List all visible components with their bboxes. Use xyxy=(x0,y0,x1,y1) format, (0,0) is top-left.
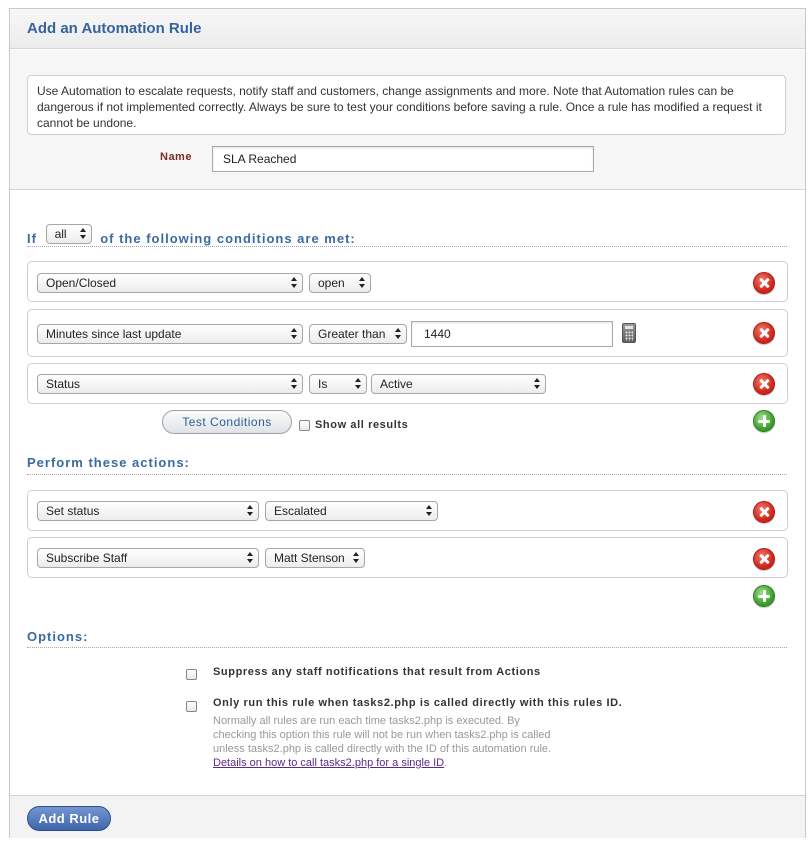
condition-field-value: Open/Closed xyxy=(46,276,117,290)
updown-arrows-icon xyxy=(291,277,298,289)
action-value-select[interactable] xyxy=(265,501,438,521)
condition-operator-select[interactable] xyxy=(309,273,371,293)
condition-operator-select[interactable] xyxy=(309,374,367,394)
action-value-select[interactable] xyxy=(265,548,365,568)
updown-arrows-icon xyxy=(426,505,433,517)
divider xyxy=(27,474,787,475)
condition-value-select[interactable] xyxy=(371,374,546,394)
updown-arrows-icon xyxy=(534,378,541,390)
page-title: Add an Automation Rule xyxy=(27,20,202,37)
condition-row xyxy=(27,261,788,302)
condition-row xyxy=(27,309,788,357)
only-run-help-text xyxy=(213,714,558,770)
updown-arrows-icon xyxy=(359,277,366,289)
updown-arrows-icon xyxy=(395,328,402,340)
match-select-value: all xyxy=(54,227,67,241)
action-row xyxy=(27,490,788,531)
action-row xyxy=(27,537,788,578)
condition-operator-select[interactable] xyxy=(309,324,407,344)
condition-field-value: Minutes since last update xyxy=(46,327,182,341)
name-label: Name xyxy=(160,151,192,163)
automation-notice: Use Automation to escalate requests, notify staff and customers, change assignments and more. Note that Automation rules can be dangerous if not implemented correctly. Always be sure to test your conditions before saving a rule. Once a rule has modified a request it cannot be undone. xyxy=(27,75,786,135)
condition-operator-value: open xyxy=(318,276,345,290)
add-circle-icon[interactable] xyxy=(753,410,775,432)
add-circle-icon[interactable] xyxy=(753,585,775,607)
test-conditions-button[interactable]: Test Conditions xyxy=(162,410,292,434)
action-type-value: Set status xyxy=(46,504,100,518)
delete-circle-icon[interactable] xyxy=(753,322,775,344)
condition-row xyxy=(27,363,788,404)
updown-arrows-icon xyxy=(291,328,298,340)
action-value: Escalated xyxy=(274,504,327,518)
add-rule-button[interactable]: Add Rule xyxy=(27,806,111,831)
options-heading: Options: xyxy=(27,629,89,644)
updown-arrows-icon xyxy=(247,552,254,564)
condition-operator-value: Greater than xyxy=(318,327,386,341)
delete-circle-icon[interactable] xyxy=(753,373,775,395)
updown-arrows-icon xyxy=(355,378,362,390)
delete-circle-icon[interactable] xyxy=(753,272,775,294)
name-input[interactable] xyxy=(212,146,594,172)
action-type-value: Subscribe Staff xyxy=(46,551,128,565)
automation-rule-panel xyxy=(9,8,806,838)
condition-value-input[interactable] xyxy=(411,321,613,347)
action-type-select[interactable] xyxy=(37,548,259,568)
condition-value: Active xyxy=(380,377,413,391)
delete-circle-icon[interactable] xyxy=(753,548,775,570)
conditions-suffix: of the following conditions are met: xyxy=(100,231,356,246)
condition-field-select[interactable] xyxy=(37,374,303,394)
calculator-icon[interactable] xyxy=(622,323,636,343)
show-all-results-label: Show all results xyxy=(315,419,409,431)
updown-arrows-icon xyxy=(291,378,298,390)
action-type-select[interactable] xyxy=(37,501,259,521)
actions-heading: Perform these actions: xyxy=(27,455,190,470)
help-link-suffix: . xyxy=(444,757,448,769)
only-run-direct-checkbox[interactable] xyxy=(186,701,197,712)
name-input-value: SLA Reached xyxy=(223,152,297,166)
condition-field-value: Status xyxy=(46,377,81,391)
if-label: If xyxy=(27,231,37,246)
updown-arrows-icon xyxy=(80,228,87,240)
match-select[interactable] xyxy=(46,224,92,244)
suppress-notifications-label: Suppress any staff notifications that result from Actions xyxy=(213,666,541,678)
only-run-direct-label: Only run this rule when tasks2.php is called directly with this rules ID. xyxy=(213,697,623,709)
panel-header xyxy=(10,9,805,49)
delete-circle-icon[interactable] xyxy=(753,501,775,523)
help-text-body: Normally all rules are run each time tasks2.php is executed. By checking this option this rule will not be run when tasks2.php is called unless tasks2.php is called directly with the ID of this automation rule. xyxy=(213,715,552,755)
divider xyxy=(27,246,787,247)
updown-arrows-icon xyxy=(353,552,360,564)
condition-operator-value: Is xyxy=(318,377,328,391)
action-value: Matt Stenson xyxy=(274,551,345,565)
divider xyxy=(27,647,787,648)
suppress-notifications-checkbox[interactable] xyxy=(186,669,197,680)
condition-value: 1440 xyxy=(424,327,451,341)
show-all-results-checkbox[interactable] xyxy=(299,420,310,431)
intro-section xyxy=(10,50,805,190)
updown-arrows-icon xyxy=(247,505,254,517)
condition-field-select[interactable] xyxy=(37,273,303,293)
tasks2-details-link[interactable]: Details on how to call tasks2.php for a single ID xyxy=(213,757,445,769)
footer xyxy=(10,795,805,838)
conditions-heading xyxy=(27,223,356,246)
condition-field-select[interactable] xyxy=(37,324,303,344)
